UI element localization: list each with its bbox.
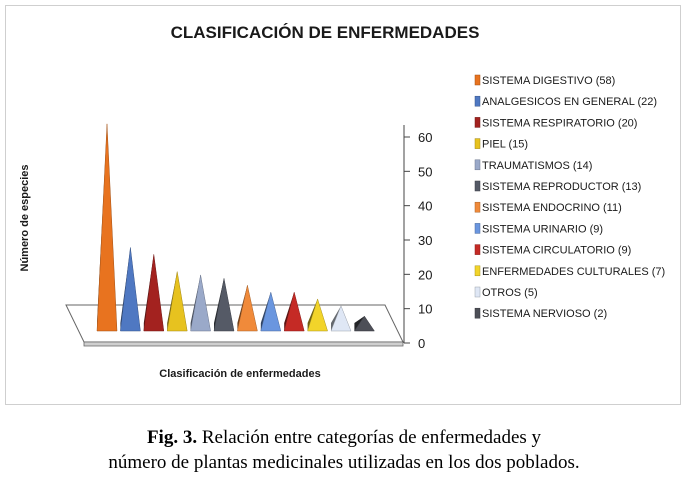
legend: [475, 75, 665, 320]
legend-item: [475, 308, 607, 320]
y-tick-label: 60: [418, 130, 433, 145]
legend-swatch: [475, 245, 480, 255]
legend-item: [475, 160, 592, 172]
legend-swatch: [475, 96, 480, 106]
bar: [167, 272, 187, 332]
x-axis-label: Clasificación de enfermedades: [159, 368, 321, 380]
legend-swatch: [475, 202, 480, 212]
legend-item: [475, 181, 641, 193]
floor-edge: [84, 342, 403, 346]
legend-swatch: [475, 139, 480, 149]
legend-label: SISTEMA URINARIO (9): [482, 223, 604, 236]
y-tick-label: 10: [418, 301, 433, 317]
y-tick-label: 0: [418, 336, 426, 351]
legend-swatch: [475, 308, 480, 318]
legend-label: SISTEMA CIRCULATORIO (9): [482, 244, 632, 257]
y-axis-label: Número de especies: [19, 164, 31, 272]
legend-label: OTROS (5): [482, 287, 538, 299]
bar: [120, 247, 140, 331]
legend-swatch: [475, 223, 480, 233]
legend-label: ENFERMEDADES CULTURALES (7): [482, 265, 666, 278]
bar: [97, 124, 117, 331]
figure-caption: [0, 425, 688, 475]
legend-label: SISTEMA REPRODUCTOR (13): [482, 181, 642, 193]
legend-swatch: [475, 266, 480, 276]
caption-line-1: Relación entre categorías de enfermedades y: [197, 427, 542, 448]
legend-label: SISTEMA RESPIRATORIO (20): [482, 117, 638, 130]
legend-label: PIEL (15): [482, 138, 529, 151]
caption-label: Fig. 3.: [146, 427, 198, 448]
legend-swatch: [475, 287, 480, 297]
legend-label: ANALGESICOS EN GENERAL (22): [482, 96, 658, 109]
y-tick-label: 20: [418, 267, 433, 283]
legend-item: [475, 245, 631, 257]
legend-item: [475, 96, 657, 108]
legend-item: [475, 223, 603, 235]
legend-label: SISTEMA DIGESTIVO (58): [482, 75, 616, 87]
legend-item: [475, 287, 538, 299]
y-tick-label: 50: [418, 164, 433, 180]
legend-swatch: [475, 117, 480, 127]
legend-label: SISTEMA ENDOCRINO (11): [482, 202, 622, 215]
legend-item: [475, 75, 615, 87]
legend-label: TRAUMATISMOS (14): [482, 159, 593, 172]
legend-swatch: [475, 160, 480, 170]
legend-swatch: [475, 75, 480, 85]
bar: [191, 275, 211, 331]
legend-swatch: [475, 181, 480, 191]
legend-item: [475, 117, 637, 129]
bar-series: [97, 124, 374, 331]
y-axis: [404, 125, 432, 351]
legend-label: SISTEMA NERVIOSO (2): [482, 308, 608, 321]
bar: [144, 254, 164, 331]
legend-item: [475, 139, 528, 151]
legend-item: [475, 202, 622, 214]
y-tick-label: 40: [418, 198, 433, 214]
legend-item: [475, 266, 665, 278]
y-tick-label: 30: [418, 233, 433, 248]
caption-line-2: número de plantas medicinales utilizadas en los dos poblados.: [108, 452, 580, 473]
chart-title: CLASIFICACIÓN DE ENFERMEDADES: [170, 23, 480, 42]
